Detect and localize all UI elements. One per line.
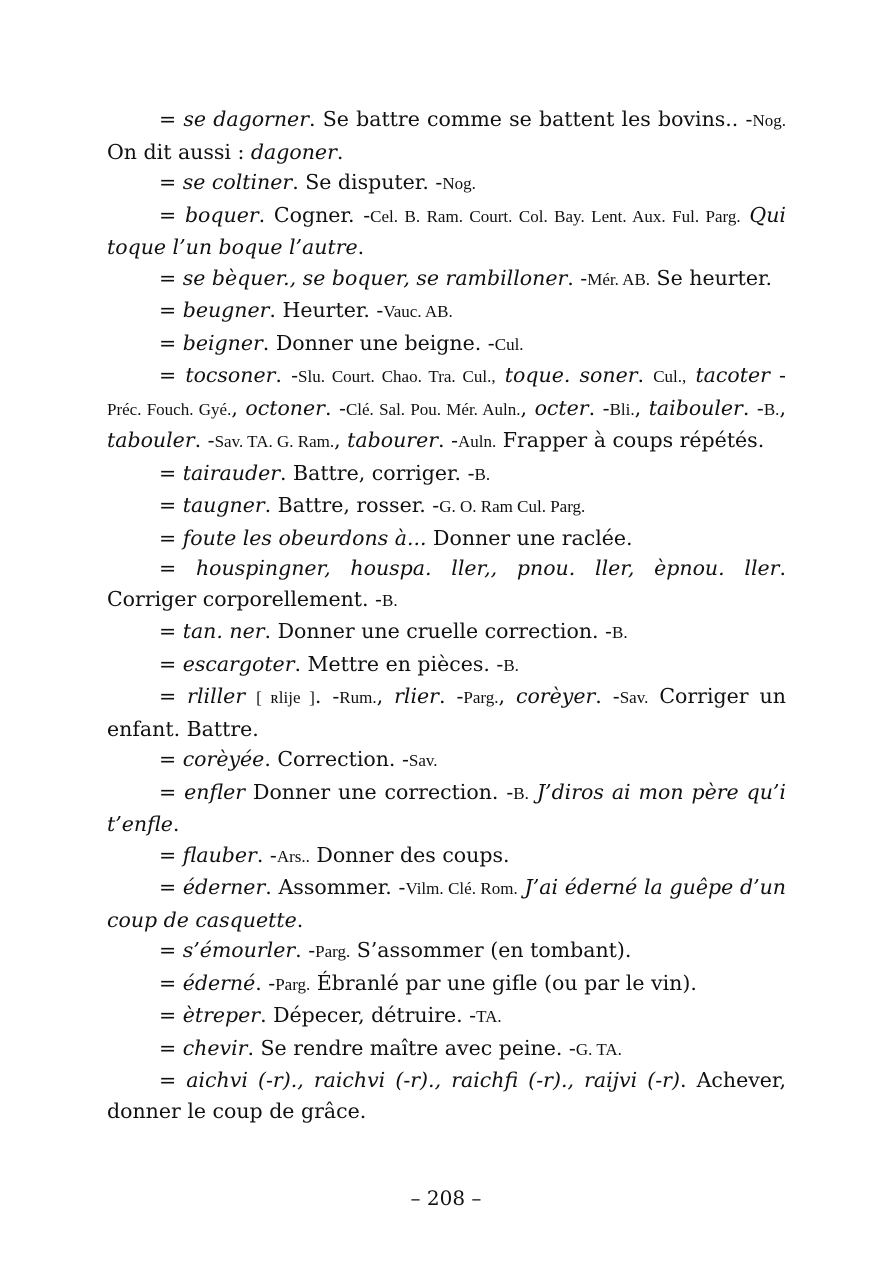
locality-abbrev: Slu. Court. Chao. Tra. Cul., — [298, 367, 496, 386]
entry-text: . — [357, 235, 365, 259]
locality-abbrev: B. — [763, 399, 780, 419]
entry-text: = — [159, 1068, 187, 1092]
entry-text: = — [159, 460, 183, 485]
dictionary-entry — [107, 1033, 786, 1066]
dictionary-page — [107, 104, 786, 1126]
entry-text: . - — [588, 395, 610, 420]
dictionary-entry — [107, 553, 786, 616]
entry-text: . — [637, 363, 654, 387]
dictionary-entry — [107, 616, 786, 649]
entry-text: = — [159, 556, 196, 580]
dictionary-entry — [107, 935, 786, 968]
headword: corèyer — [515, 684, 596, 708]
entry-text: . — [336, 139, 344, 164]
entry-text: = — [159, 107, 184, 131]
headword: tabourer — [347, 428, 439, 452]
entry-text: . - — [438, 684, 464, 708]
entry-text — [496, 363, 505, 387]
entry-text: Donner des coups. — [309, 842, 510, 867]
entry-text: . - — [194, 428, 215, 452]
locality-abbrev: B. — [611, 623, 628, 642]
dictionary-entry — [107, 295, 786, 328]
entry-text: , — [779, 395, 786, 420]
entry-text: = — [159, 493, 183, 517]
entry-text: . Assommer. - — [265, 875, 406, 899]
entry-text: . - — [567, 265, 588, 290]
headword: beugner — [182, 298, 270, 322]
headword: foute les obeurdons à... — [182, 525, 427, 550]
locality-abbrev: Parg. — [463, 688, 499, 707]
entry-text: , — [498, 684, 516, 708]
entry-text: . Se rendre maître avec peine. - — [247, 1035, 576, 1060]
entry-text: S’assommer (en tombant). — [350, 938, 632, 962]
dictionary-entry — [107, 263, 786, 296]
entry-text: On dit aussi : — [107, 139, 251, 164]
locality-abbrev: TA. — [476, 1007, 502, 1026]
dictionary-entry — [107, 649, 786, 682]
entry-text: . Se battre comme se battent les bovins.. - — [309, 107, 753, 131]
entry-text: . Achever, donner le coup de grâce. — [107, 1068, 786, 1123]
dictionary-entry — [107, 744, 786, 777]
headword: se bèquer., se boquer, se rambilloner — [182, 265, 568, 290]
headword: rliller — [187, 684, 246, 708]
locality-abbrev: Nog. — [442, 174, 476, 193]
entry-text: = — [159, 747, 183, 771]
dictionary-entry — [107, 167, 786, 200]
entry-text: . Dépecer, détruire. - — [260, 1003, 477, 1027]
entry-text: = — [159, 202, 185, 227]
entry-text: . Corriger corporellement. - — [107, 556, 786, 611]
headword: corèyée — [182, 747, 265, 771]
entry-text: . Battre, rosser. - — [264, 493, 440, 517]
entry-text: = — [159, 651, 183, 676]
locality-abbrev: Cul., — [653, 367, 687, 386]
entry-text: Se heurter. — [650, 265, 773, 290]
headword: tabouler — [107, 428, 195, 452]
locality-abbrev: B. — [503, 655, 519, 675]
headword: octoner — [245, 395, 325, 420]
entry-text: = — [159, 265, 183, 290]
locality-abbrev: Vauc. AB. — [383, 302, 453, 321]
locality-abbrev: Bli. — [609, 399, 635, 419]
dictionary-entry — [107, 523, 786, 554]
headword: tacoter — [695, 363, 770, 387]
headword: escargoter — [182, 651, 295, 676]
headword: rlier — [394, 684, 439, 708]
entry-text: . — [172, 812, 180, 836]
entry-text: . - — [295, 938, 316, 962]
entry-text: . - — [324, 395, 346, 420]
entry-text: , — [634, 395, 649, 420]
entry-text: = — [159, 1035, 183, 1060]
entry-text — [529, 780, 537, 804]
headword: beigner — [182, 330, 263, 355]
locality-abbrev: B. — [513, 783, 529, 803]
dictionary-entry — [107, 1000, 786, 1033]
dictionary-entry — [107, 777, 786, 840]
entry-text: = — [159, 938, 183, 962]
locality-abbrev: Cul. — [494, 334, 524, 354]
entry-text: . Donner une beigne. - — [262, 330, 495, 355]
headword: taibouler — [648, 395, 743, 420]
entry-text: = — [159, 1003, 183, 1027]
locality-abbrev: [ ʀlije ] — [256, 688, 315, 707]
locality-abbrev: B. — [474, 464, 491, 484]
locality-abbrev: Auln. — [458, 432, 497, 451]
entry-text: = — [159, 779, 185, 804]
headword: Qui toque l’un boque l’autre — [107, 202, 786, 259]
headword: flauber — [182, 842, 257, 867]
headword: taugner — [182, 493, 265, 517]
dictionary-entry — [107, 458, 786, 491]
dictionary-entry — [107, 104, 786, 167]
entry-text: . Se disputer. - — [292, 170, 443, 194]
headword: boquer — [184, 202, 259, 227]
dictionary-entry — [107, 872, 786, 935]
locality-abbrev: Parg. — [315, 942, 351, 961]
entry-text: . - — [314, 684, 340, 708]
locality-abbrev: Ars.. — [276, 846, 310, 866]
locality-abbrev: Rum. — [339, 688, 377, 707]
headword: chevir — [182, 1035, 248, 1060]
headword: s’émourler — [182, 938, 296, 962]
entry-text: , — [334, 428, 348, 452]
entry-text: . Cogner. - — [258, 202, 371, 227]
entry-text: . - — [742, 395, 764, 420]
entry-text: Ébranlé par une gifle (ou par le vin). — [310, 970, 697, 995]
entry-text: = — [159, 970, 183, 995]
entry-text: = — [159, 298, 183, 322]
locality-abbrev: B. — [382, 590, 398, 610]
dictionary-entry — [107, 360, 786, 458]
entry-text: = — [159, 330, 183, 355]
entry-text: . — [296, 907, 304, 932]
headword: tan. ner — [182, 619, 265, 643]
headword: éderner — [182, 875, 266, 899]
entry-text: - — [769, 363, 786, 387]
dictionary-entry — [107, 681, 786, 744]
headword: éderné — [182, 970, 256, 995]
dictionary-entry — [107, 968, 786, 1001]
entry-text: . - — [595, 684, 620, 708]
entry-text: Donner une raclée. — [426, 525, 633, 550]
entry-text: Frapper à coups répétés. — [496, 428, 765, 452]
headword: tairauder — [182, 460, 280, 485]
dictionary-entry — [107, 490, 786, 523]
entry-text: , — [376, 684, 395, 708]
entry-text: = — [159, 875, 183, 899]
entry-text: . Mettre en pièces. - — [294, 651, 504, 676]
locality-abbrev: Sav. — [408, 751, 438, 770]
locality-abbrev: Cel. B. Ram. Court. Col. Bay. Lent. Aux. Ful. Parg. — [370, 206, 741, 226]
entry-text: . - — [255, 970, 276, 995]
entry-text: . Battre, corriger. - — [280, 460, 475, 485]
locality-abbrev: Clé. Sal. Pou. Mér. Auln. — [345, 399, 521, 419]
entry-text — [245, 684, 256, 708]
locality-abbrev: Mér. AB. — [587, 269, 651, 289]
entry-text: . - — [256, 842, 277, 867]
headword: toque. soner — [504, 363, 638, 387]
entry-text: = — [159, 684, 188, 708]
entry-text: . - — [275, 363, 299, 387]
entry-text: Corriger un enfant. Battre. — [107, 684, 786, 741]
headword: houspingner, houspa. ller,, pnou. ller, èpnou. ller — [195, 556, 780, 580]
headword: octer — [534, 395, 589, 420]
entry-text: = — [159, 842, 183, 867]
headword: J’diros ai mon père qu’i t’enfle — [107, 779, 786, 836]
entry-text: . Correction. - — [264, 747, 409, 771]
headword: J’ai éderné la guêpe d’un coup de casquette — [107, 875, 786, 932]
entry-text: , — [520, 395, 535, 420]
locality-abbrev: Préc. Fouch. Gyé. — [107, 399, 232, 419]
entry-text: = — [159, 525, 183, 550]
entry-text: . Heurter. - — [269, 298, 384, 322]
dictionary-entry — [107, 328, 786, 361]
locality-abbrev: Nog. — [752, 111, 786, 130]
locality-abbrev: Vilm. Clé. Rom. — [405, 879, 518, 898]
locality-abbrev: Sav. TA. G. Ram. — [214, 432, 335, 451]
entry-text: = — [159, 619, 183, 643]
headword: se dagorner — [183, 107, 309, 131]
locality-abbrev: G. O. Ram Cul. Parg. — [439, 497, 586, 516]
page-number: – 208 – — [410, 1186, 482, 1210]
entry-text: . - — [438, 428, 458, 452]
dictionary-entry — [107, 840, 786, 873]
headword: se coltiner — [182, 170, 293, 194]
locality-abbrev: Parg. — [275, 974, 311, 994]
entry-text: = — [159, 363, 186, 387]
entry-text: = — [159, 170, 183, 194]
locality-abbrev: Sav. — [619, 688, 649, 707]
headword: enfler — [184, 779, 246, 804]
entry-text: . Donner une cruelle correction. - — [264, 619, 612, 643]
headword: tocsoner — [185, 363, 276, 387]
entry-text: , — [231, 395, 246, 420]
entry-text: Donner une correction. - — [245, 779, 514, 804]
dictionary-entry — [107, 1065, 786, 1126]
headword: aichvi (-r)., raichvi (-r)., raichfi (-r)., raijvi (-r) — [186, 1068, 680, 1092]
locality-abbrev: G. TA. — [575, 1039, 622, 1059]
headword: ètreper — [182, 1003, 261, 1027]
dictionary-entry — [107, 200, 786, 263]
headword: dagoner — [250, 139, 337, 164]
